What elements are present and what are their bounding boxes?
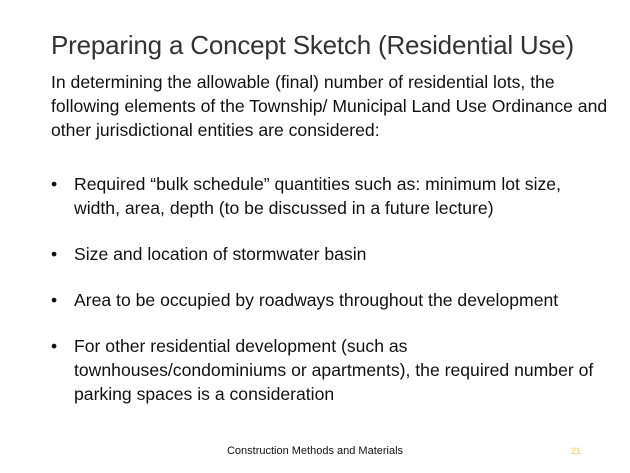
bullet-icon: •	[51, 290, 58, 310]
bullet-item	[51, 334, 596, 406]
bullet-text: Size and location of stormwater basin	[74, 244, 367, 264]
bullet-text: For other residential development (such as townhouses/condominiums or apartments), the required number of parking spaces is a consideration	[74, 336, 594, 404]
page-number: 21	[571, 446, 582, 456]
bullet-text: Area to be occupied by roadways throughout the development	[74, 290, 559, 310]
intro-paragraph: In determining the allowable (final) number of residential lots, the following elements of the Township/ Municipal Land Use Ordinance and other jurisdictional entities are considered:	[51, 72, 608, 140]
bullet-icon: •	[51, 174, 58, 194]
bullet-list	[51, 172, 596, 406]
bullet-icon: •	[51, 244, 58, 264]
bullet-icon: •	[51, 336, 58, 356]
bullet-item	[51, 172, 596, 220]
bullet-text: Required “bulk schedule” quantities such as: minimum lot size, width, area, depth (to be discussed in a future lecture)	[74, 174, 561, 218]
bullet-item	[51, 288, 596, 312]
bullet-item	[51, 242, 596, 266]
slide-footer: Construction Methods and Materials	[226, 445, 404, 457]
slide-title: Preparing a Concept Sketch (Residential Use)	[51, 30, 575, 60]
